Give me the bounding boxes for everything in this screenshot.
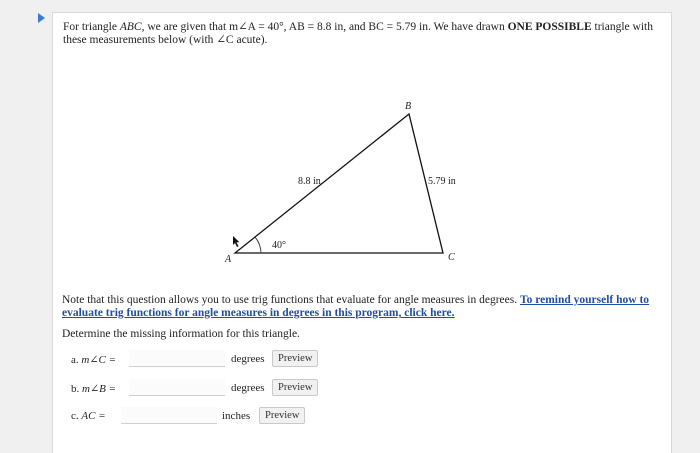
cursor-icon [233,236,240,247]
note-text: Note that this question allows you to use trig functions that evaluate for angle measures in degrees. [62,294,520,306]
trig-note [62,294,662,320]
vertex-c-label: C [448,252,455,263]
unit-label: inches [222,410,251,422]
intro-text-3: triangle with these measurements below (with ∠C acute). [63,21,653,46]
vertex-b-label: B [405,101,412,112]
intro-text-2: , we are given that m∠A = 40°, AB = 8.8 in, and BC = 5.79 in. We have drawn [141,21,508,33]
vertex-a-label: A [225,254,232,265]
unit-label: degrees [231,353,265,365]
question-label: c. AC = [71,410,106,422]
angle-a-arc [255,237,261,253]
angle-c-input[interactable] [129,350,225,367]
preview-button[interactable]: Preview [259,407,305,424]
question-card [52,12,672,453]
angle-a-label: 40° [272,240,286,251]
triangle-shape [235,114,443,253]
intro-emphasis: ONE POSSIBLE [507,21,592,33]
preview-button[interactable]: Preview [272,379,318,396]
preview-button[interactable]: Preview [272,350,318,367]
question-label: a. m∠C = [71,354,117,366]
intro-text-1: For triangle [63,21,120,33]
angle-b-input[interactable] [129,379,225,396]
trig-help-link[interactable]: To remind yourself how to evaluate trig functions for angle measures in degrees in this program, click here. [62,294,650,319]
side-bc-label: 5.79 in [428,176,456,187]
triangle-name: ABC [119,21,142,33]
collapse-arrow-icon[interactable] [38,13,45,23]
instruction-text: Determine the missing information for this triangle. [62,328,300,340]
unit-label: degrees [231,382,265,394]
triangle-figure [53,13,671,293]
side-ab-label: 8.8 in [298,176,321,187]
side-ac-input[interactable] [121,407,217,424]
question-label: b. m∠B = [71,383,117,395]
